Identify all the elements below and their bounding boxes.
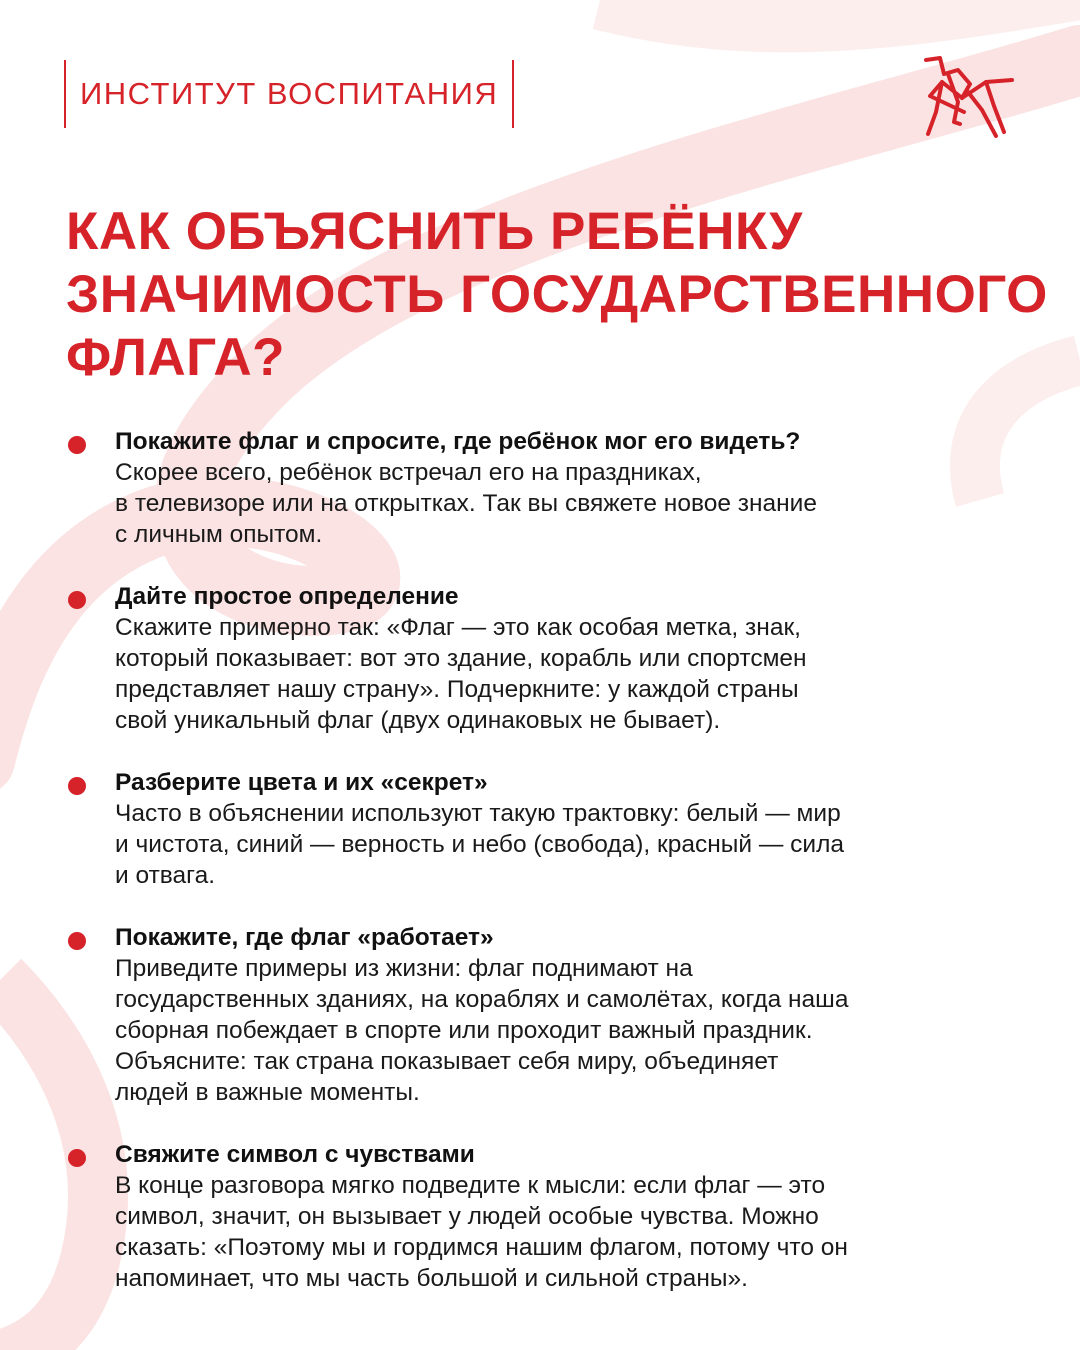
page-title — [66, 200, 1046, 389]
tip-text-line: с личным опытом. — [115, 521, 323, 548]
tip-text-line: символ, значит, он вызывает у людей особые чувства. Можно — [115, 1203, 819, 1230]
tip-text-line: свой уникальный флаг (двух одинаковых не бывает). — [115, 707, 721, 734]
tip-text-line: Приведите примеры из жизни: флаг поднимают на — [115, 955, 693, 982]
tip-text-line: Объясните: так страна показывает себя миру, объединяет — [115, 1048, 779, 1075]
tip-text-line: сборная побеждает в спорте или проходит важный праздник. — [115, 1017, 813, 1044]
bullet-dot-icon — [68, 932, 86, 950]
tip-text-line: напоминает, что мы часть большой и сильной страны». — [115, 1265, 748, 1292]
tip-text-line: представляет нашу страну». Подчеркните: у каждой страны — [115, 676, 799, 703]
tip-text-line: Часто в объяснении используют такую трактовку: белый — мир — [115, 800, 841, 827]
tip-text-line: который показывает: вот это здание, корабль или спортсмен — [115, 645, 807, 672]
bullet-dot-icon — [68, 1149, 86, 1167]
tip-text-line: в телевизоре или на открытках. Так вы свяжете новое знание — [115, 490, 817, 517]
tip-text-line: и чистота, синий — верность и небо (свобода), красный — сила — [115, 831, 844, 858]
tip-text-line: людей в важные моменты. — [115, 1079, 420, 1106]
title-line: КАК ОБЪЯСНИТЬ РЕБЁНКУ — [66, 202, 803, 261]
bullet-dot-icon — [68, 777, 86, 795]
bullet-dot-icon — [68, 591, 86, 609]
title-line: ЗНАЧИМОСТЬ ГОСУДАРСТВЕННОГО — [66, 265, 1048, 324]
tip-text-line: государственных зданиях, на кораблях и самолётах, когда наша — [115, 986, 849, 1013]
tip-text-line: В конце разговора мягко подведите к мысли: если флаг — это — [115, 1172, 826, 1199]
brand-header — [64, 60, 514, 128]
tip-item — [64, 426, 1024, 550]
tip-text-line: сказать: «Поэтому мы и гордимся нашим флагом, потому что он — [115, 1234, 848, 1261]
tip-heading: Дайте простое определение — [115, 583, 459, 610]
tip-heading: Покажите, где флаг «работает» — [115, 924, 494, 951]
brand-name: ИНСТИТУТ ВОСПИТАНИЯ — [80, 76, 499, 111]
tips-list — [64, 426, 1024, 1325]
tip-text-line: Скорее всего, ребёнок встречал его на праздниках, — [115, 459, 702, 486]
tip-heading: Разберите цвета и их «секрет» — [115, 769, 488, 796]
horse-logo-icon — [918, 52, 1022, 138]
tip-item — [64, 1139, 1024, 1294]
tip-item — [64, 581, 1024, 736]
tip-text-line: Скажите примерно так: «Флаг — это как особая метка, знак, — [115, 614, 801, 641]
bullet-dot-icon — [68, 436, 86, 454]
brand-divider-right — [512, 60, 514, 128]
tip-heading: Покажите флаг и спросите, где ребёнок мог его видеть? — [115, 428, 801, 455]
tip-text-line: и отвага. — [115, 862, 215, 889]
tip-heading: Свяжите символ с чувствами — [115, 1141, 475, 1168]
tip-item — [64, 767, 1024, 891]
title-line: ФЛАГА? — [66, 328, 286, 387]
tip-item — [64, 922, 1024, 1108]
